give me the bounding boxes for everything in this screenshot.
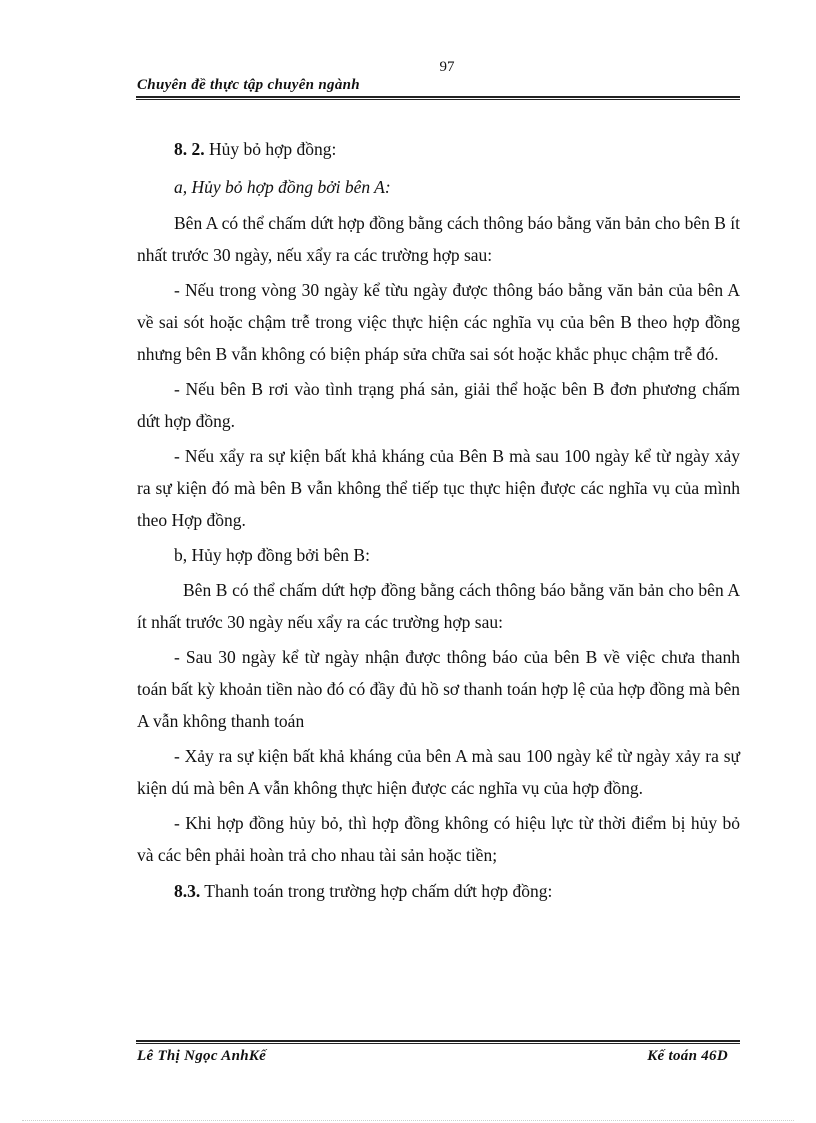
header-divider [136, 96, 740, 100]
section-number: 8. 2. [174, 139, 205, 159]
paragraph: Bên B có thể chấm dứt hợp đồng bằng cách thông báo bằng văn bản cho bên A ít nhất trước 30 ngày nếu xẩy ra các trường hợp sau: [137, 580, 740, 632]
page-bottom-border [22, 1120, 794, 1121]
paragraph: - Nếu trong vòng 30 ngày kể từu ngày được thông báo bằng văn bản của bên A về sai sót hoặc chậm trễ trong việc thực hiện các nghĩa vụ của bên B theo hợp đồng nhưng bên B vẫn không có biện pháp sửa chữa sai sót hoặc khắc phục chậm trễ đó. [137, 280, 740, 364]
footer-author: Lê Thị Ngọc AnhKế [137, 1048, 267, 1064]
subheading-a: a, Hủy bỏ hợp đồng bởi bên A: [174, 177, 391, 197]
paragraph: - Sau 30 ngày kể từ ngày nhận được thông báo của bên B về việc chưa thanh toán bất kỳ khoản tiền nào đó có đầy đủ hồ sơ thanh toán hợp lệ của hợp đồng mà bên A vẫn không thanh toán [137, 647, 740, 731]
footer-class: Kế toán 46D [647, 1048, 728, 1064]
section-heading-8-3 [137, 875, 740, 907]
footer-divider [136, 1040, 740, 1044]
paragraph: - Xảy ra sự kiện bất khả kháng của bên A mà sau 100 ngày kể từ ngày xảy ra sự kiện dú mà bên A vẫn không thực hiện được các nghĩa vụ của hợp đồng. [137, 746, 740, 798]
section-title: Thanh toán trong trường hợp chấm dứt hợp đồng: [200, 881, 553, 901]
paragraph: - Khi hợp đồng hủy bỏ, thì hợp đồng không có hiệu lực từ thời điểm bị hủy bỏ và các bên phải hoàn trả cho nhau tài sản hoặc tiền; [137, 813, 740, 865]
paragraph: Bên A có thể chấm dứt hợp đồng bằng cách thông báo bằng văn bản cho bên B ít nhất trước 30 ngày, nếu xẩy ra các trường hợp sau: [137, 213, 740, 265]
section-title: Hủy bỏ hợp đồng: [204, 139, 337, 159]
paragraph: - Nếu bên B rơi vào tình trạng phá sản, giải thể hoặc bên B đơn phương chấm dứt hợp đồng. [137, 379, 740, 431]
running-header-title: Chuyên đề thực tập chuyên ngành [137, 77, 360, 93]
page-number: 97 [439, 59, 455, 75]
paragraph: - Nếu xẩy ra sự kiện bất khả kháng của Bên B mà sau 100 ngày kể từ ngày xảy ra sự kiện đó mà bên B vẫn không thể tiếp tục thực hiện được các nghĩa vụ của mình theo Hợp đồng. [137, 446, 740, 530]
section-heading-8-2 [137, 133, 740, 165]
document-body [137, 133, 740, 910]
subheading-b: b, Hủy hợp đồng bởi bên B: [174, 545, 370, 565]
section-number: 8.3. [174, 881, 201, 901]
